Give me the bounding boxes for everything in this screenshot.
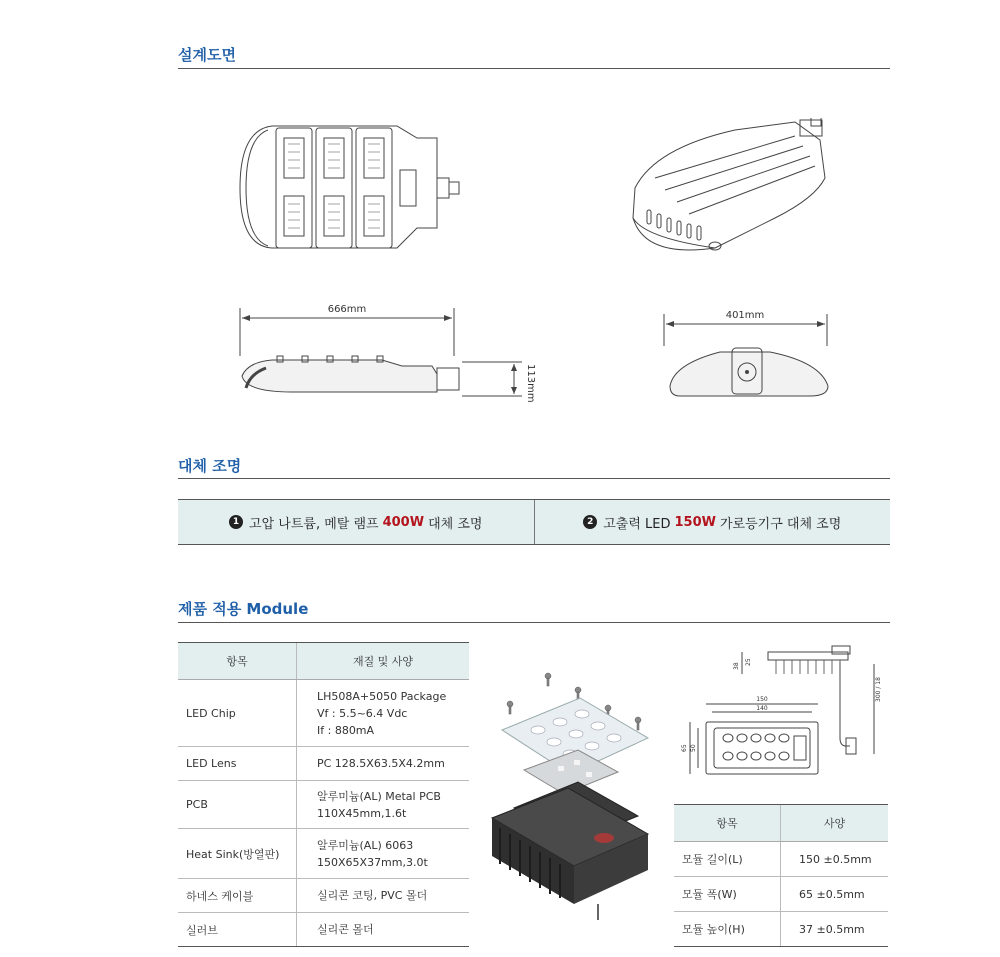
spec-value [297,781,470,829]
module-inner-length-label: 140 [756,705,768,712]
substitute-item-1 [178,500,534,544]
module-length-label: 150 [756,696,768,703]
perspective-drawing [625,118,845,268]
section-title-substitute: 대체 조명 [178,457,242,475]
module-item: 모듈 길이(L) [674,842,781,877]
spec-value [297,680,470,747]
module-spec: 65 ±0.5mm [781,877,889,912]
substitute-text: 고출력 LED [603,516,671,532]
module-exploded-illustration [488,668,658,928]
module-height2-label: 25 [745,658,752,666]
spec-line: 실리콘 몰더 [317,923,374,936]
spec-header-spec: 재질 및 사양 [297,643,470,680]
spec-line: 150X65X37mm,3.0t [317,855,428,869]
cable-length-label: 300 / 18 [875,677,882,702]
module-header-spec: 사양 [781,805,889,842]
spec-item: LED Chip [178,680,297,747]
module-spec: 37 ±0.5mm [781,912,889,947]
table-row [674,912,888,947]
module-inner-width-label: 50 [690,744,697,752]
width-dimension: 666mm [327,304,367,315]
module-header-item: 항목 [674,805,781,842]
spec-line: 실리콘 코팅, PVC 몰더 [317,889,428,902]
side-view-drawing [232,296,542,408]
section-divider [178,68,890,69]
table-row [178,781,469,829]
table-row [178,829,469,879]
spec-line: 110X45mm,1.6t [317,806,407,820]
wattage-highlight: 150W [674,514,716,530]
spec-header-item: 항목 [178,643,297,680]
table-row [178,680,469,747]
height-dimension: 113mm [525,364,536,403]
spec-value [297,747,470,781]
substitute-text: 가로등기구 대체 조명 [719,516,842,532]
substitute-text: 고압 나트륨, 메탈 램프 [249,516,379,532]
substitute-banner [178,499,890,545]
module-item: 모듈 폭(W) [674,877,781,912]
spec-value [297,879,470,913]
section-divider [178,478,890,479]
spec-item: PCB [178,781,297,829]
table-row [674,877,888,912]
module-item: 모듈 높이(H) [674,912,781,947]
spec-item: 하네스 케이블 [178,879,297,913]
module-size-table [674,804,888,947]
section-divider [178,622,890,623]
number-badge: 2 [583,515,597,529]
spec-item: 실러브 [178,913,297,947]
module-height-label: 38 [733,662,740,670]
module-width-label: 65 [681,744,688,752]
table-row [674,842,888,877]
spec-line: 알루미늄(AL) Metal PCB [317,789,441,803]
spec-table [178,642,469,947]
spec-line: LH508A+5050 Package [317,689,447,703]
table-row [178,879,469,913]
number-badge: 1 [229,515,243,529]
spec-item: Heat Sink(방열판) [178,829,297,879]
substitute-text: 대체 조명 [428,516,483,532]
spec-line: 알루미늄(AL) 6063 [317,838,414,852]
top-view-drawing [232,118,472,258]
spec-line: If : 880mA [317,723,375,737]
module-technical-drawing [672,642,890,790]
spec-value [297,829,470,879]
table-row [178,913,469,947]
substitute-item-2 [534,500,891,544]
spec-value [297,913,470,947]
section-title-design: 설계도면 [178,46,236,64]
spec-line: PC 128.5X63.5X4.2mm [317,757,445,770]
spec-line: Vf : 5.5~6.4 Vdc [317,706,408,720]
wattage-highlight: 400W [382,514,425,530]
spec-item: LED Lens [178,747,297,781]
table-row [178,747,469,781]
front-view-drawing [660,306,835,402]
section-title-module: 제품 적용 Module [178,600,309,618]
module-spec: 150 ±0.5mm [781,842,889,877]
depth-dimension: 401mm [725,310,765,321]
